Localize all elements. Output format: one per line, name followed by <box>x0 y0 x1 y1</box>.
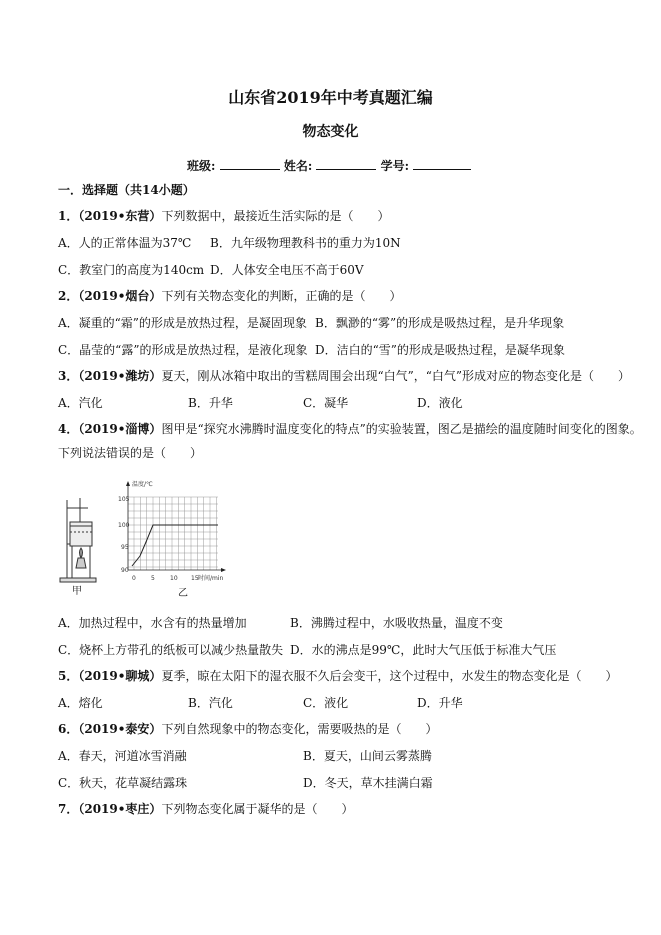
question-source: （2019•枣庄） <box>78 802 162 816</box>
question-number: 4． <box>58 422 79 436</box>
y-tick: 90 <box>121 567 129 574</box>
id-blank[interactable] <box>413 157 471 170</box>
temperature-time-graph <box>118 480 226 582</box>
question-source: （2019•淄博） <box>78 422 162 436</box>
section-heading: 一．选择题（共14小题） <box>58 183 195 197</box>
option-a[interactable]: A．加热过程中，水含有的热量增加 <box>58 616 247 630</box>
option-d[interactable]: D．水的沸点是99℃，此时大气压低于标准大气压 <box>290 643 557 657</box>
question-7 <box>58 801 353 817</box>
question-number: 7． <box>58 802 79 816</box>
question-2 <box>58 288 401 304</box>
boiling-apparatus-drawing <box>60 498 96 582</box>
question-source: （2019•泰安） <box>78 722 162 736</box>
document-subtitle: 物态变化 <box>302 124 359 140</box>
question-number: 6． <box>58 722 79 736</box>
option-b[interactable]: B．夏天，山间云雾蒸腾 <box>303 749 432 763</box>
question-stem: 下列自然现象中的物态变化，需要吸热的是（ ） <box>161 722 438 736</box>
option-d[interactable]: D．液化 <box>417 396 463 410</box>
question-3 <box>58 368 630 384</box>
option-c[interactable]: C．教室门的高度为140cm <box>58 263 205 277</box>
class-blank[interactable] <box>220 157 280 170</box>
option-c[interactable]: C．晶莹的“露”的形成是放热过程，是液化现象 <box>58 343 308 357</box>
question-stem: 夏季，晾在太阳下的湿衣服不久后会变干，这个过程中，水发生的物态变化是（ ） <box>161 669 618 683</box>
option-a[interactable]: A．春天，河道冰雪消融 <box>58 749 187 763</box>
option-b[interactable]: B．九年级物理教科书的重力为10N <box>210 236 401 250</box>
option-d[interactable]: D．升华 <box>417 696 463 710</box>
student-info-line <box>187 157 471 174</box>
option-a[interactable]: A．熔化 <box>58 696 103 710</box>
question-6 <box>58 721 437 737</box>
question-4-stem-cont: 下列说法错误的是（ ） <box>58 446 203 460</box>
question-source: （2019•烟台） <box>78 289 162 303</box>
x-tick: 10 <box>170 575 178 582</box>
id-label: 学号: <box>380 159 410 173</box>
x-axis-label: 时间/min <box>198 575 224 582</box>
question-stem: 下列数据中，最接近生活实际的是（ ） <box>161 209 390 223</box>
x-tick: 5 <box>151 575 155 582</box>
y-tick: 100 <box>118 522 130 529</box>
option-c[interactable]: C．凝华 <box>303 396 349 410</box>
option-b[interactable]: B．沸腾过程中，水吸收热量，温度不变 <box>290 616 503 630</box>
y-tick: 105 <box>118 496 130 503</box>
question-source: （2019•聊城） <box>78 669 162 683</box>
option-a[interactable]: A．凝重的“霜”的形成是放热过程，是凝固现象 <box>58 316 307 330</box>
question-4 <box>58 421 642 437</box>
option-d[interactable]: D．人体安全电压不高于60V <box>210 263 364 277</box>
option-c[interactable]: C．秋天，花草凝结露珠 <box>58 776 188 790</box>
option-b[interactable]: B．飘渺的“雾”的形成是吸热过程，是升华现象 <box>315 316 565 330</box>
boiling-apparatus-and-graph <box>58 470 228 600</box>
question-source: （2019•东营） <box>78 209 162 223</box>
question-1 <box>58 208 389 224</box>
option-c[interactable]: C．液化 <box>303 696 349 710</box>
question-number: 2． <box>58 289 79 303</box>
question-stem: 下列有关物态变化的判断，正确的是（ ） <box>161 289 402 303</box>
option-a[interactable]: A．汽化 <box>58 396 103 410</box>
option-d[interactable]: D．洁白的“雪”的形成是吸热过程，是凝华现象 <box>315 343 565 357</box>
option-a[interactable]: A．人的正常体温为37℃ <box>58 236 192 250</box>
x-tick: 15 <box>191 575 199 582</box>
option-d[interactable]: D．冬天，草木挂满白霜 <box>303 776 433 790</box>
experiment-figure <box>58 470 228 600</box>
x-tick: 0 <box>132 575 136 582</box>
figure-label-jia: 甲 <box>72 586 82 597</box>
name-blank[interactable] <box>316 157 376 170</box>
class-label: 班级: <box>187 159 216 173</box>
question-number: 1． <box>58 209 79 223</box>
question-stem: 图甲是“探究水沸腾时温度变化的特点”的实验装置，图乙是描绘的温度随时间变化的图象。 <box>161 422 642 436</box>
question-5 <box>58 668 617 684</box>
y-axis-label: 温度/℃ <box>132 481 153 488</box>
figure-label-yi: 乙 <box>178 588 188 599</box>
name-label: 姓名: <box>283 159 313 173</box>
option-b[interactable]: B．升华 <box>188 396 233 410</box>
question-stem: 夏天，刚从冰箱中取出的雪糕周围会出现“白气”，“白气”形成对应的物态变化是（ ） <box>161 369 630 383</box>
question-stem: 下列物态变化属于凝华的是（ ） <box>161 802 354 816</box>
question-number: 5． <box>58 669 79 683</box>
option-b[interactable]: B．汽化 <box>188 696 233 710</box>
question-source: （2019•潍坊） <box>78 369 162 383</box>
y-tick: 95 <box>121 544 129 551</box>
question-number: 3． <box>58 369 79 383</box>
document-title: 山东省2019年中考真题汇编 <box>228 88 433 107</box>
option-c[interactable]: C．烧杯上方带孔的纸板可以减少热量散失 <box>58 643 284 657</box>
